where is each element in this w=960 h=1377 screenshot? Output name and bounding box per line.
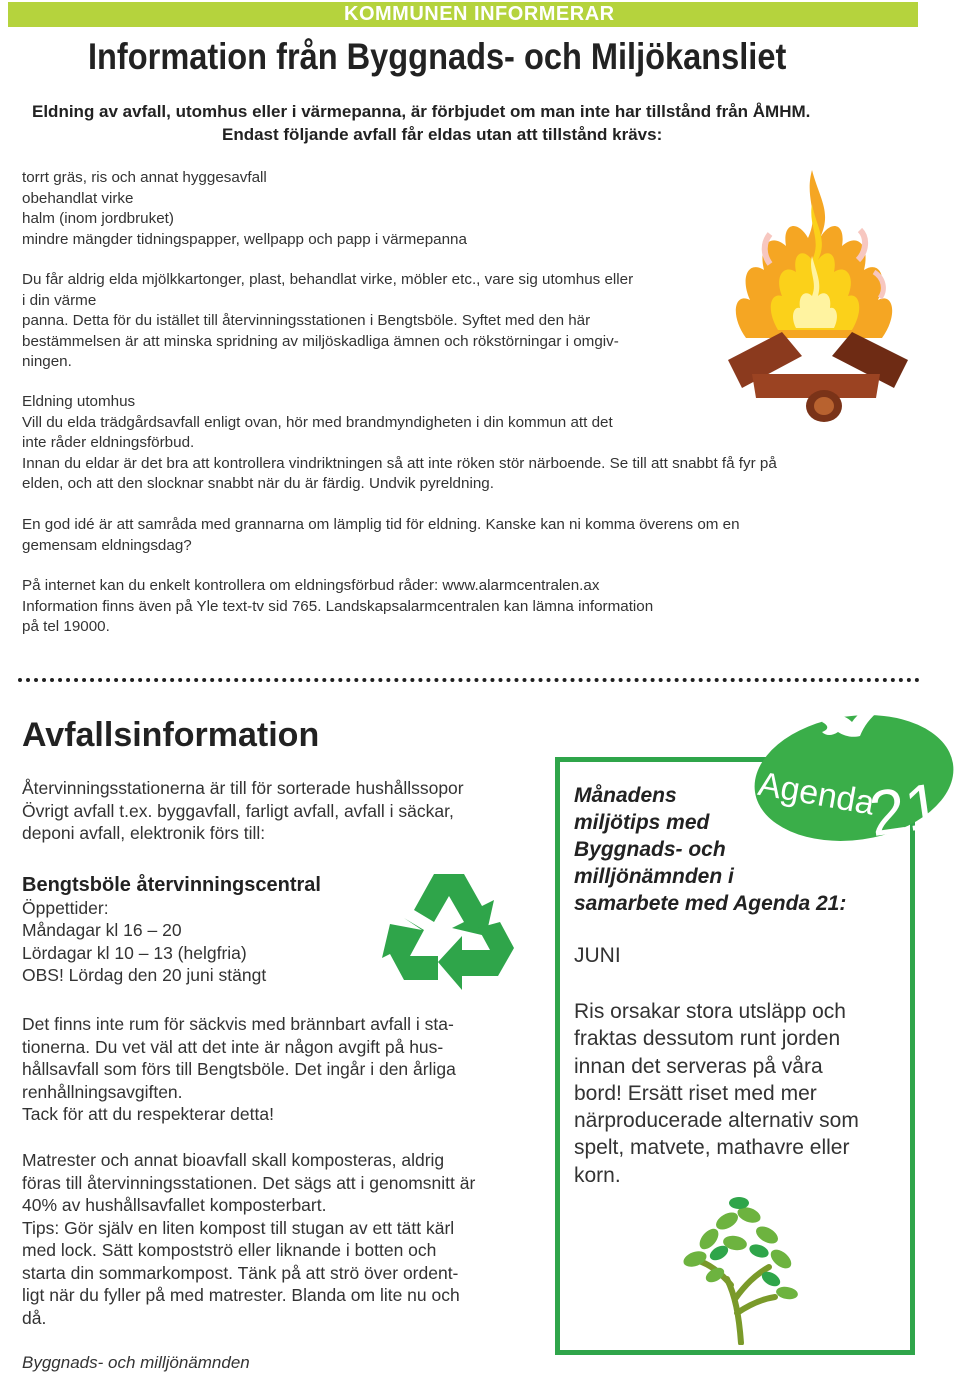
tips-text [574, 998, 859, 1189]
text-line: Tack för att du respekterar detta! [22, 1104, 274, 1124]
allowed-list [22, 168, 467, 250]
text-line: Övrigt avfall t.ex. byggavfall, farligt avfall, avfall i säckar, [22, 800, 454, 821]
intro-line-1: Eldning av avfall, utomhus eller i värmepanna, är förbjudet om man inte har tillstånd från ÅMHM. [32, 102, 811, 121]
tip-line: närproducerade alternativ som [574, 1109, 859, 1133]
prohibited-paragraph [22, 270, 633, 373]
sack-paragraph [22, 1013, 456, 1126]
text-line: Återvinningsstationerna är till för sorterade hushållssopor [22, 778, 464, 798]
hours-line: Öppettider: [22, 897, 109, 918]
text-line: föras till återvinningsstationen. Det sägs att i genomsnitt är [22, 1172, 476, 1193]
text-line: tionerna. Du vet väl att det inte är någon avgift på hus- [22, 1036, 444, 1057]
banner-text: KOMMUNEN INFORMERAR [344, 3, 615, 25]
text-line: ningen. [22, 353, 72, 370]
compost-paragraph [22, 1149, 475, 1329]
list-item: torrt gräs, ris och annat hyggesavfall [22, 169, 267, 186]
text-line: i din värme [22, 291, 97, 309]
header-banner [8, 2, 918, 27]
text-line: panna. Detta för du istället till återvinningsstationen i Bengtsböle. Syftet med den här [22, 312, 591, 329]
text-line: Eldning utomhus [22, 393, 136, 410]
text-line: på tel 19000. [22, 618, 110, 635]
tip-line: bord! Ersätt riset med mer [574, 1081, 817, 1105]
text-line: Det finns inte rum för säckvis med brännbart avfall i sta- [22, 1014, 454, 1034]
heading-line: Byggnads- och [574, 838, 726, 861]
list-item: halm (inom jordbruket) [22, 210, 174, 227]
text-line: deponi avfall, elektronik förs till: [22, 823, 266, 843]
text-line: då. [22, 1307, 47, 1328]
text-line: gemensam eldningsdag? [22, 536, 192, 554]
text-line: elden, och att den slocknar snabbt när du är färdig. Undvik pyreldning. [22, 475, 494, 492]
text-line: inte råder eldningsförbud. [22, 434, 195, 451]
recycling-center-info [22, 874, 321, 987]
outdoor-paragraph [22, 392, 777, 495]
text-line: Matrester och annat bioavfall skall komposteras, aldrig [22, 1150, 445, 1170]
text-line: Du får aldrig elda mjölkkartonger, plast, behandlat virke, möbler etc., vare sig utomhus eller [22, 271, 634, 288]
neighbors-paragraph [22, 515, 740, 556]
text-line: Tips: Gör själv en liten kompost till stugan av ett tätt kärl [22, 1217, 455, 1238]
hours-line: Lördagar kl 10 – 13 (helgfria) [22, 942, 247, 963]
tip-line: innan det serveras på våra [574, 1054, 823, 1078]
hours-line: Måndagar kl 16 – 20 [22, 920, 182, 940]
internet-paragraph [22, 576, 653, 638]
tips-month: JUNI [574, 944, 621, 967]
center-name: Bengtsböle återvinningscentral [22, 874, 321, 896]
text-line: hållsavfall som förs till Bengtsböle. Det ingår i den årliga [22, 1059, 456, 1079]
text-line: Vill du elda trädgårdsavfall enligt ovan, hör med brandmyndigheten i din kommun att det [22, 413, 613, 431]
text-line: En god idé är att samråda med grannarna om lämplig tid för eldning. Kanske kan ni komma överens om en [22, 516, 740, 533]
list-item: obehandlat virke [22, 189, 134, 207]
text-line: med lock. Sätt kompostströ eller liknande i botten och [22, 1240, 437, 1260]
text-line: Information finns även på Yle text-tv sid 765. Landskapsalarmcentralen kan lämna information [22, 597, 654, 615]
text-line: På internet kan du enkelt kontrollera om eldningsförbud råder: www.alarmcentralen.ax [22, 577, 600, 594]
text-line: 40% av hushållsavfallet komposterbart. [22, 1195, 327, 1215]
heading-line: milljönämnden i [574, 865, 734, 888]
avfall-title: Avfallsinformation [22, 716, 320, 754]
heading-line: Månadens [574, 784, 677, 807]
hours-line: OBS! Lördag den 20 juni stängt [22, 965, 267, 985]
tip-line: korn. [574, 1163, 621, 1187]
agenda-number: 21 [865, 768, 946, 851]
list-item: mindre mängder tidningspapper, wellpapp och papp i värmepanna [22, 230, 467, 248]
tip-line: fraktas dessutom runt jorden [574, 1027, 841, 1051]
avfall-intro [22, 777, 464, 845]
intro-line-2: Endast följande avfall får eldas utan att tillstånd krävs: [222, 125, 663, 144]
section-divider [18, 678, 920, 682]
agenda-word: Agenda [755, 764, 878, 823]
page-title: Information från Byggnads- och Miljökansliet [88, 36, 787, 77]
heading-line: miljötips med [574, 811, 710, 834]
campfire-icon [712, 160, 927, 425]
text-line: renhållningsavgiften. [22, 1081, 183, 1102]
text-line: Innan du eldar är det bra att kontrollera vindriktningen så att inte röken stör närboende. Se till att snabbt få fyr på [22, 454, 777, 472]
signature: Byggnads- och milljönämnden [22, 1353, 250, 1372]
heading-line: samarbete med Agenda 21: [574, 892, 847, 915]
text-line: starta din sommarkompost. Tänk på att strö över ordent- [22, 1262, 459, 1283]
recycle-icon [382, 866, 522, 996]
text-line: ligt när du fyller på med matrester. Blanda om lite nu och [22, 1285, 460, 1305]
tip-line: spelt, matvete, mathavre eller [574, 1136, 850, 1160]
text-line: bestämmelsen är att minska spridning av miljöskadliga ämnen och rökstörningar i omgiv- [22, 332, 619, 350]
tree-icon [675, 1195, 805, 1345]
tip-line: Ris orsakar stora utsläpp och [574, 1000, 846, 1023]
tips-heading [574, 782, 846, 917]
